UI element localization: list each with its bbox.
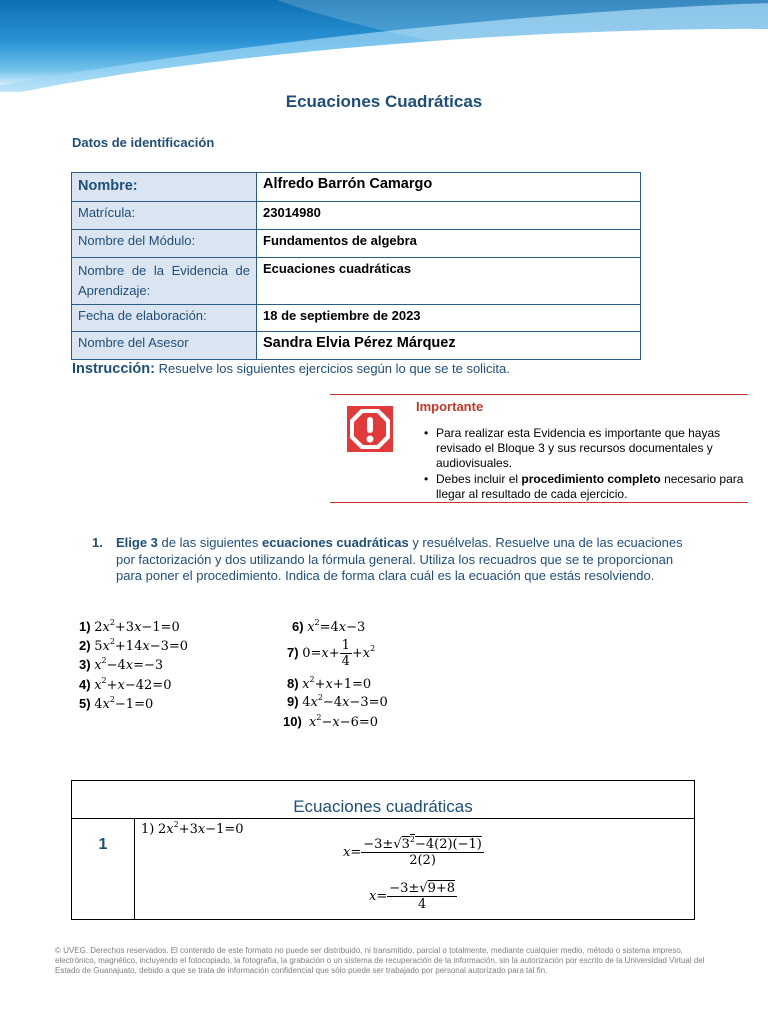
table-row <box>72 332 641 360</box>
document-title: Ecuaciones Cuadráticas <box>285 92 483 111</box>
equation-6: 6) $x^2=4x-3$ <box>292 618 366 635</box>
solution-table-title: Ecuaciones cuadráticas <box>72 781 694 819</box>
solution-table <box>71 780 695 920</box>
equation-2: 2) $5x^2+14x-3=0$ <box>79 637 189 654</box>
evidence-value: Ecuaciones cuadráticas <box>257 258 641 305</box>
matricula-label: Matrícula: <box>72 202 257 230</box>
task-number: 1. <box>92 535 103 550</box>
divider <box>330 394 748 395</box>
equation-7: 7) 0=x+ $\frac{1}{4}$ $+x^2$ <box>287 638 376 669</box>
task-instruction: 1. Elige 3 de las siguientes ecuaciones cuadráticas y resuélvelas. Resuelve una de las ecuaciones por factorización y dos utilizando la fórmula general. Utiliza los recuadros que se te proporcionan para poner el procedimiento. Indica de forma clara cuál es la ecuación que estás resolviendo. <box>92 535 683 583</box>
important-title: Importante <box>416 399 484 414</box>
name-label: Nombre: <box>72 173 257 202</box>
list-item: • Para realizar esta Evidencia es importante que hayas revisado el Bloque 3 y sus recursos documentales y audiovisuales. <box>424 426 721 470</box>
equation-9: 9) $4x^2-4x-3=0$ <box>287 693 388 710</box>
equation-3: 3) $x^2-4x=-3$ <box>79 656 164 673</box>
equation-1: 1) $2x^2+3x-1=0$ <box>79 618 180 635</box>
advisor-label: Nombre del Asesor <box>72 332 257 360</box>
date-label: Fecha de elaboración: <box>72 305 257 332</box>
module-label: Nombre del Módulo: <box>72 230 257 258</box>
advisor-value: Sandra Elvia Pérez Márquez <box>257 332 641 360</box>
date-value: 18 de septiembre de 2023 <box>257 305 641 332</box>
instruction-text: Resuelve los siguientes ejercicios según lo que se te solicita. <box>158 361 510 376</box>
table-row <box>72 258 641 305</box>
table-row <box>72 202 641 230</box>
header-banner <box>0 0 768 92</box>
equation-8: 8) $x^2+x+1=0$ <box>287 675 372 692</box>
copyright-footer: © UVEG. Derechos reservados. El contenido de este formato no puede ser distribuido, ni transmitido, parcial o totalmente, mediante cualquier medio, método o sistema impreso, electrónico, magnético, incluyendo el fotocopiado, la fotografía, la grabación o un sistema de recuperación de la información, sin la autorización por escrito de la Universidad Virtual del Estado de Guanajuato, debido a que se trata de información confidencial que sólo puede ser trabajado por personal autorizado para tal fin. <box>55 946 705 975</box>
instruction-label: Instrucción: <box>72 361 155 377</box>
table-row <box>72 230 641 258</box>
equation-4: 4) $x^2+x-42=0$ <box>79 676 172 693</box>
equation-10: 10) $x^2-x-6=0$ <box>283 713 379 730</box>
module-value: Fundamentos de algebra <box>257 230 641 258</box>
warning-icon <box>346 405 394 453</box>
quadratic-formula-step-1: x= $\frac{-3\pm√3^2-4(2)(-1)}{2(2)}$ <box>343 835 482 868</box>
section-title: Datos de identificación <box>72 135 215 150</box>
list-item: • Debes incluir el procedimiento completo necesario para llegar al resultado de cada ejercicio. <box>424 472 744 501</box>
instruction <box>72 361 510 377</box>
solution-row-number: 1 <box>98 836 108 853</box>
table-row <box>72 305 641 332</box>
quadratic-formula-step-2: x= $\frac{-3\pm√9+8}{4}$ <box>369 881 456 912</box>
important-list <box>424 426 744 503</box>
identification-table <box>71 172 641 360</box>
matricula-value: 23014980 <box>257 202 641 230</box>
evidence-label: Nombre de la Evidencia de Aprendizaje: <box>72 258 257 305</box>
solution-equation: 1) $2x^2+3x-1=0$ <box>141 820 244 837</box>
name-value: Alfredo Barrón Camargo <box>257 173 641 202</box>
equation-5: 5) $4x^2-1=0$ <box>79 695 154 712</box>
table-row <box>72 173 641 202</box>
